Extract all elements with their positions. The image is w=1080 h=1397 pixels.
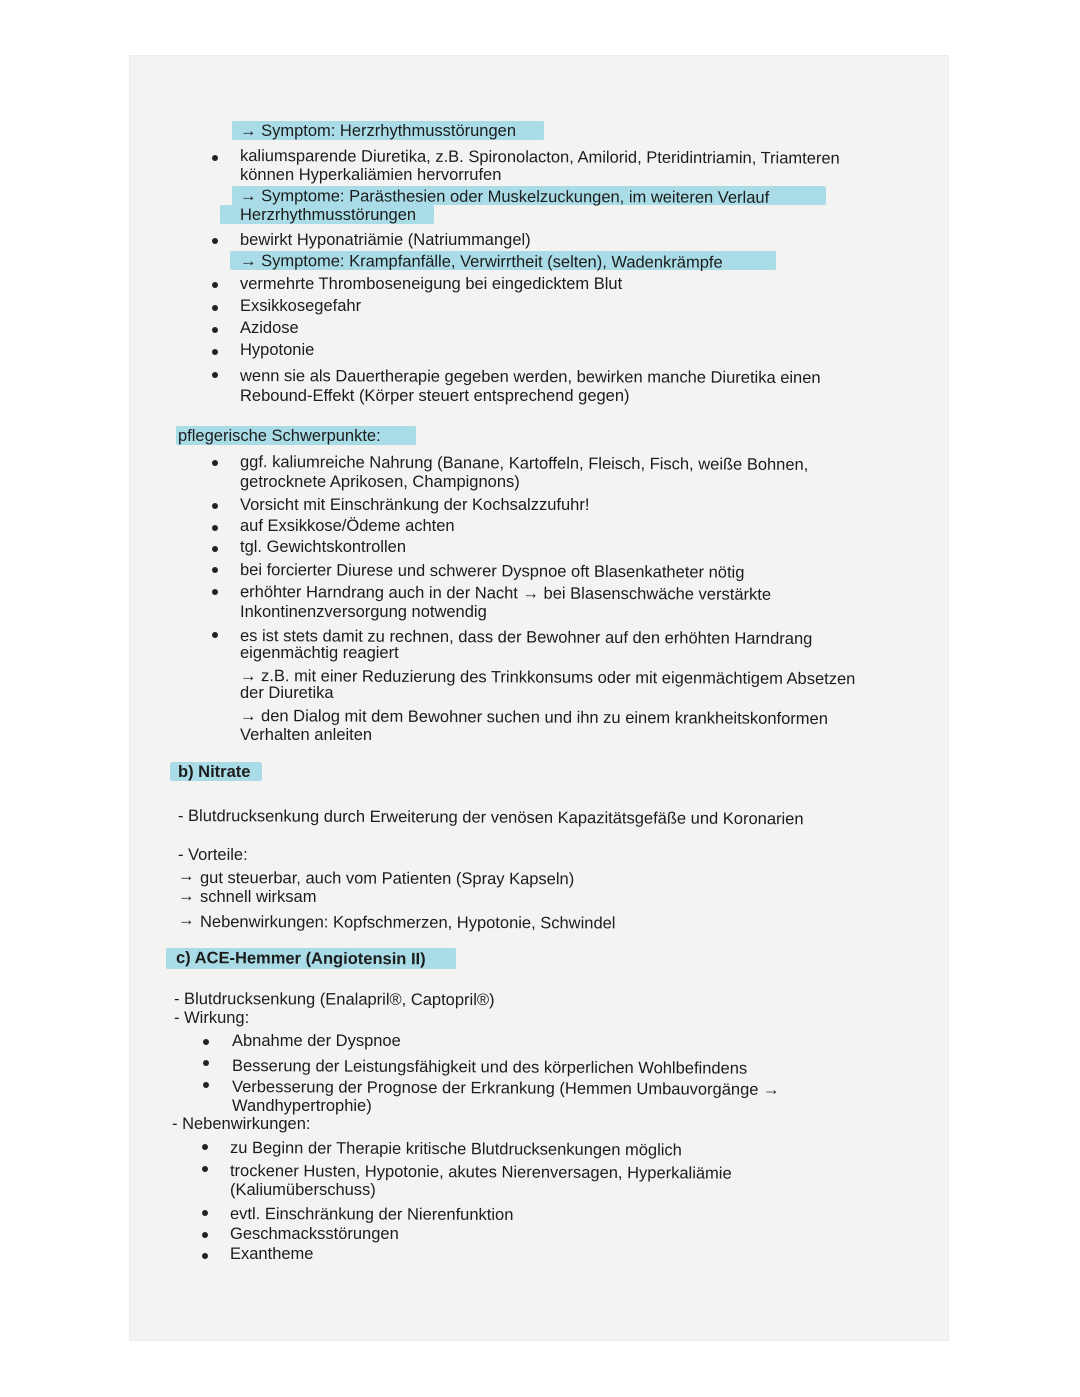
nitrate-effect: - Blutdrucksenkung durch Erweiterung der venösen Kapazitätsgefäße und Koronarien: [177, 807, 804, 829]
bullet: [212, 327, 218, 333]
list-item: Azidose: [240, 319, 299, 337]
bullet: [203, 1082, 209, 1088]
list-item-cont: Rebound-Effekt (Körper steuert entsprechend gegen): [240, 387, 630, 405]
nitrate-point: gut steuerbar, auch vom Patienten (Spray Kapseln): [199, 869, 575, 889]
list-item: zu Beginn der Therapie kritische Blutdrucksenkungen möglich: [229, 1139, 682, 1160]
bullet: [202, 1210, 208, 1216]
list-item: vermehrte Thromboseneigung bei eingedicktem Blut: [240, 275, 623, 293]
ace-wirkung-label: - Wirkung:: [174, 1009, 250, 1027]
symptom-line: → Symptom: Herzrhythmusstörungen: [240, 122, 517, 140]
bullet: [212, 546, 218, 552]
symptom-line-cont: Herzrhythmusstörungen: [240, 206, 417, 224]
list-item-cont: getrocknete Aprikosen, Champignons): [240, 473, 520, 491]
list-item: auf Exsikkose/Ödeme achten: [240, 517, 455, 535]
list-item: bewirkt Hyponatriämie (Natriummangel): [240, 231, 531, 249]
bullet: [212, 305, 218, 311]
care-heading: pflegerische Schwerpunkte:: [178, 427, 381, 445]
list-item: kaliumsparende Diuretika, z.B. Spironolacton, Amilorid, Pteridintriamin, Triamteren: [239, 147, 840, 168]
list-item-cont: eigenmächtig reagiert: [240, 644, 399, 662]
list-item-cont: (Kaliumüberschuss): [230, 1181, 376, 1199]
bullet: [202, 1253, 208, 1259]
list-item: Exantheme: [230, 1245, 314, 1263]
bullet: [212, 238, 218, 244]
arrow-icon: →: [178, 887, 195, 905]
list-item: Abnahme der Dyspnoe: [232, 1032, 401, 1050]
list-item-cont: Verhalten anleiten: [240, 726, 373, 744]
list-item-cont: Wandhypertrophie): [232, 1097, 372, 1115]
list-item: tgl. Gewichtskontrollen: [240, 538, 406, 556]
bullet: [212, 460, 218, 466]
nitrate-heading: b) Nitrate: [178, 763, 251, 781]
list-item: trockener Husten, Hypotonie, akutes Nierenversagen, Hyperkaliämie: [229, 1162, 732, 1183]
bullet: [212, 503, 218, 509]
list-item-cont: der Diuretika: [240, 684, 334, 702]
bullet: [212, 525, 218, 531]
bullet: [202, 1232, 208, 1238]
list-item: es ist stets damit zu rechnen, dass der Bewohner auf den erhöhten Harndrang: [239, 627, 813, 648]
list-item: Vorsicht mit Einschränkung der Kochsalzzufuhr!: [240, 496, 590, 514]
list-item-cont: Inkontinenzversorgung notwendig: [240, 603, 487, 621]
nitrate-point: Nebenwirkungen: Kopfschmerzen, Hypotonie, Schwindel: [199, 913, 616, 933]
nitrate-advantages-label: - Vorteile:: [178, 846, 248, 864]
list-item: Hypotonie: [240, 341, 315, 359]
list-item: evtl. Einschränkung der Nierenfunktion: [229, 1205, 514, 1224]
bullet: [202, 1166, 208, 1172]
symptom-line: → Symptome: Krampfanfälle, Verwirrtheit (selten), Wadenkrämpfe: [239, 252, 723, 272]
bullet: [212, 372, 218, 378]
list-item: ggf. kaliumreiche Nahrung (Banane, Kartoffeln, Fleisch, Fisch, weiße Bohnen,: [239, 453, 809, 474]
bullet: [212, 155, 218, 161]
list-item: Geschmacksstörungen: [230, 1225, 399, 1243]
ace-effect: - Blutdrucksenkung (Enalapril®, Captopril®): [173, 990, 495, 1010]
ace-heading: c) ACE-Hemmer (Angiotensin II): [175, 949, 426, 969]
bullet: [212, 282, 218, 288]
list-item: bei forcierter Diurese und schwerer Dyspnoe oft Blasenkatheter nötig: [239, 561, 745, 582]
list-item-cont: können Hyperkaliämien hervorrufen: [240, 166, 502, 184]
bullet: [212, 589, 218, 595]
bullet: [203, 1039, 209, 1045]
bullet: [203, 1060, 209, 1066]
bullet: [212, 349, 218, 355]
list-item: Besserung der Leistungsfähigkeit und des körperlichen Wohlbefindens: [231, 1057, 748, 1078]
symptom-line: → Symptome: Parästhesien oder Muskelzuckungen, im weiteren Verlauf: [239, 187, 770, 207]
arrow-icon: →: [178, 867, 195, 885]
list-item-cont: → z.B. mit einer Reduzierung des Trinkkonsums oder mit eigenmächtigem Absetzen: [239, 667, 856, 689]
list-item: erhöhter Harndrang auch in der Nacht → bei Blasenschwäche verstärkte: [239, 583, 772, 604]
list-item: Exsikkosegefahr: [240, 297, 362, 315]
bullet: [202, 1144, 208, 1150]
bullet: [212, 632, 218, 638]
list-item-cont: → den Dialog mit dem Bewohner suchen und ihn zu einem krankheitskonformen: [239, 707, 828, 729]
list-item: wenn sie als Dauertherapie gegeben werden, bewirken manche Diuretika einen: [239, 367, 821, 388]
arrow-icon: →: [178, 911, 195, 929]
list-item: Verbesserung der Prognose der Erkrankung (Hemmen Umbauvorgänge →: [231, 1078, 780, 1099]
ace-side-effects-label: - Nebenwirkungen:: [172, 1115, 311, 1133]
bullet: [212, 567, 218, 573]
nitrate-point: schnell wirksam: [200, 888, 317, 906]
